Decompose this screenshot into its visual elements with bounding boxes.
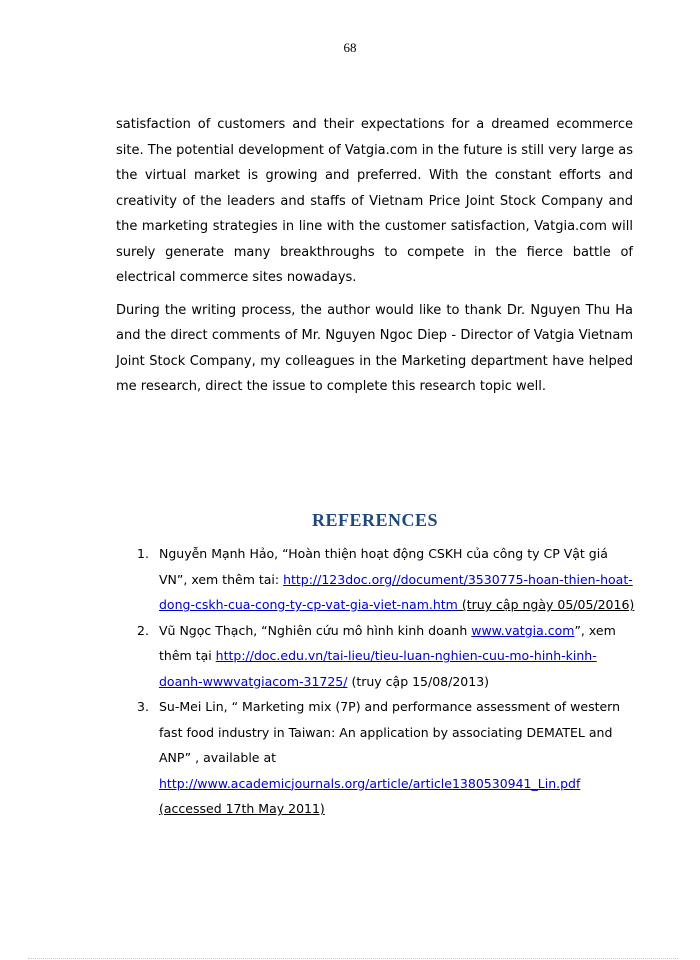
references-heading: REFERENCES <box>311 510 439 530</box>
reference-text-middle: ”, xem thêm tại <box>159 622 616 663</box>
page-bottom-divider <box>28 958 678 959</box>
body-text <box>116 112 633 400</box>
reference-text: Vũ Ngọc Thạch, “Nghiên cứu mô hình kinh doanh <box>159 622 472 638</box>
reference-link[interactable]: http://123doc.org//document/3530775-hoan-thien-hoat-dong-cskh-cua-cong-ty-cp-vat-gia-viet-nam.htm <box>159 571 633 612</box>
reference-number: 1. <box>137 546 149 561</box>
reference-link[interactable]: http://www.academicjournals.org/article/article1380530941_Lin.pdf <box>159 775 581 791</box>
reference-access-date: (accessed 17th May 2011) <box>159 801 325 816</box>
reference-number: 3. <box>137 699 149 714</box>
reference-list <box>137 541 637 822</box>
reference-item-2 <box>137 618 637 695</box>
page-number: 68 <box>343 40 357 55</box>
paragraph-acknowledgement: During the writing process, the author would like to thank Dr. Nguyen Thu Ha and the direct comments of Mr. Nguyen Ngoc Diep - Director of Vatgia Vietnam Joint Stock Company, my colleagues in the Marketing department have helped me research, direct the issue to complete this research topic well. <box>116 302 633 394</box>
reference-text: Su-Mei Lin, “ Marketing mix (7P) and performance assessment of western fast food industry in Taiwan: An application by associating DEMATEL and ANP” , available at <box>159 699 621 765</box>
reference-link-2[interactable]: http://doc.edu.vn/tai-lieu/tieu-luan-nghien-cuu-mo-hinh-kinh-doanh-wwwvatgiacom-31725/ <box>159 648 597 689</box>
reference-text: Nguyễn Mạnh Hảo, “Hoàn thiện hoạt động CSKH của công ty CP Vật giá VN”, xem thêm tai: <box>159 546 608 587</box>
reference-link[interactable]: www.vatgia.com <box>471 622 575 638</box>
paragraph-conclusion: satisfaction of customers and their expectations for a dreamed ecommerce site. The potential development of Vatgia.com in the future is still very large as the virtual market is growing and preferred. With the constant efforts and creativity of the leaders and staffs of Vietnam Price Joint Stock Company and the marketing strategies in line with the customer satisfaction, Vatgia.com will surely generate many breakthroughs to compete in the fierce battle of electrical commerce sites nowadays. <box>116 117 633 285</box>
reference-item-3 <box>137 694 637 822</box>
reference-item-1 <box>137 541 637 618</box>
reference-number: 2. <box>137 622 149 638</box>
reference-access-date: (truy cập 15/08/2013) <box>347 673 490 689</box>
reference-access-date: (truy cập ngày 05/05/2016) <box>457 597 635 612</box>
